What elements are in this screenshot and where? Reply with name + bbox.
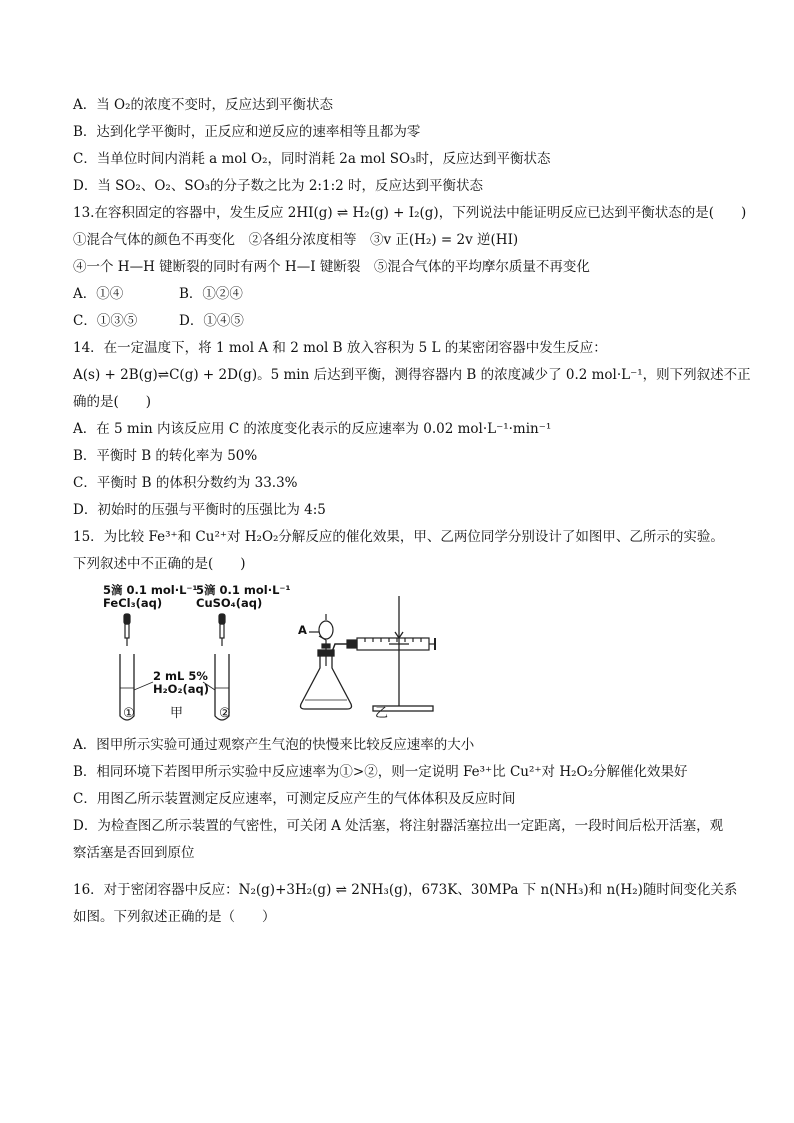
exam-page xyxy=(73,92,751,931)
tube2-label: ② xyxy=(219,706,231,721)
q13-option-a: A．①④ xyxy=(73,286,124,302)
q15-figure xyxy=(73,582,733,732)
q12-option-d: D．当 SO₂、O₂、SO₃的分子数之比为 2:1:2 时，反应达到平衡状态 xyxy=(73,178,483,194)
iron-stand-icon xyxy=(373,596,433,711)
q13-statements-1: ①混合气体的颜色不再变化 ②各组分浓度相等 ③v 正(H₂) = 2v 逆(HI) xyxy=(73,232,519,248)
q14-stem-3: 确的是( ) xyxy=(73,394,152,410)
figure-yi-label: 乙 xyxy=(375,706,389,721)
dropper-1-icon xyxy=(124,614,130,646)
q14-option-a: A．在 5 min 内该反应用 C 的浓度变化表示的反应速率为 0.02 mol·L⁻¹·min⁻¹ xyxy=(73,421,552,437)
tube1-label: ① xyxy=(123,706,135,721)
q14-stem-1: 14．在一定温度下，将 1 mol A 和 2 mol B 放入容积为 5 L 的某密闭容器中发生反应： xyxy=(73,340,607,356)
solution-volume: 2 mL 5% xyxy=(153,669,208,683)
test-tube-1-icon xyxy=(120,654,134,720)
q13-option-b: B．①②④ xyxy=(179,286,243,302)
solution-reagent: H₂O₂(aq) xyxy=(153,682,209,696)
q13-options-row-2 xyxy=(73,308,733,335)
q14-option-b: B．平衡时 B 的转化率为 50% xyxy=(73,448,258,464)
q14-option-c: C．平衡时 B 的体积分数约为 33.3% xyxy=(73,475,298,491)
q15-option-c: C．用图乙所示装置测定反应速率，可测定反应产生的气体体积及反应时间 xyxy=(73,791,516,807)
figure-jia-label: 甲 xyxy=(170,706,184,721)
q14-stem-2: A(s) + 2B(g)⇌C(g) + 2D(g)。5 min 后达到平衡，测得容器内 B 的浓度减少了 0.2 mol·L⁻¹，则下列叙述不正 xyxy=(73,367,751,383)
q15-option-d: D．为检查图乙所示装置的气密性，可关闭 A 处活塞，将注射器活塞拉出一定距离，一段时间后松开活塞，观察活塞是否回到原位 xyxy=(73,818,724,861)
separatory-funnel-icon xyxy=(309,614,333,666)
q13-option-c: C．①③⑤ xyxy=(73,313,138,329)
q15-stem-1: 15．为比较 Fe³⁺和 Cu²⁺对 H₂O₂分解反应的催化效果，甲、乙两位同学分别设计了如图甲、乙所示的实验。 xyxy=(73,529,724,545)
q12-option-a: A．当 O₂的浓度不变时，反应达到平衡状态 xyxy=(73,97,334,113)
drop1-reagent: FeCl₃(aq) xyxy=(103,596,163,610)
q16-stem-2: 如图。下列叙述正确的是（ ） xyxy=(73,909,276,925)
drop2-reagent: CuSO₄(aq) xyxy=(196,596,263,610)
stopcock-a-label: A xyxy=(298,623,307,637)
drop2-concentration: 5滴 0.1 mol·L⁻¹ xyxy=(196,583,291,597)
q15-stem-2: 下列叙述中不正确的是( ) xyxy=(73,556,246,572)
q13-options-row-1 xyxy=(73,281,733,308)
q13-option-d: D．①④⑤ xyxy=(179,313,244,329)
q14-option-d: D．初始时的压强与平衡时的压强比为 4:5 xyxy=(73,502,326,518)
q15-option-a: A．图甲所示实验可通过观察产生气泡的快慢来比较反应速率的大小 xyxy=(73,737,475,753)
q12-option-b: B．达到化学平衡时，正反应和逆反应的速率相等且都为零 xyxy=(73,124,421,140)
dropper-2-icon xyxy=(219,614,225,646)
drop1-concentration: 5滴 0.1 mol·L⁻¹ xyxy=(103,583,198,597)
test-tube-2-icon xyxy=(215,654,229,720)
q12-option-c: C．当单位时间内消耗 a mol O₂，同时消耗 2a mol SO₃时，反应达到平衡状态 xyxy=(73,151,551,167)
q13-stem: 13.在容积固定的容器中，发生反应 2HI(g) ⇌ H₂(g) + I₂(g)，下列说法中能证明反应已达到平衡状态的是( ) xyxy=(73,205,747,221)
q13-statements-2: ④一个 H—H 键断裂的同时有两个 H—I 键断裂 ⑤混合气体的平均摩尔质量不再变化 xyxy=(73,259,590,275)
q15-option-b: B．相同环境下若图甲所示实验中反应速率为①>②，则一定说明 Fe³⁺比 Cu²⁺对 H₂O₂分解催化效果好 xyxy=(73,764,688,780)
q16-stem-1: 16．对于密闭容器中反应：N₂(g)+3H₂(g) ⇌ 2NH₃(g)，673K、30MPa 下 n(NH₃)和 n(H₂)随时间变化关系 xyxy=(73,882,738,898)
q15-apparatus-drawing xyxy=(73,582,733,732)
